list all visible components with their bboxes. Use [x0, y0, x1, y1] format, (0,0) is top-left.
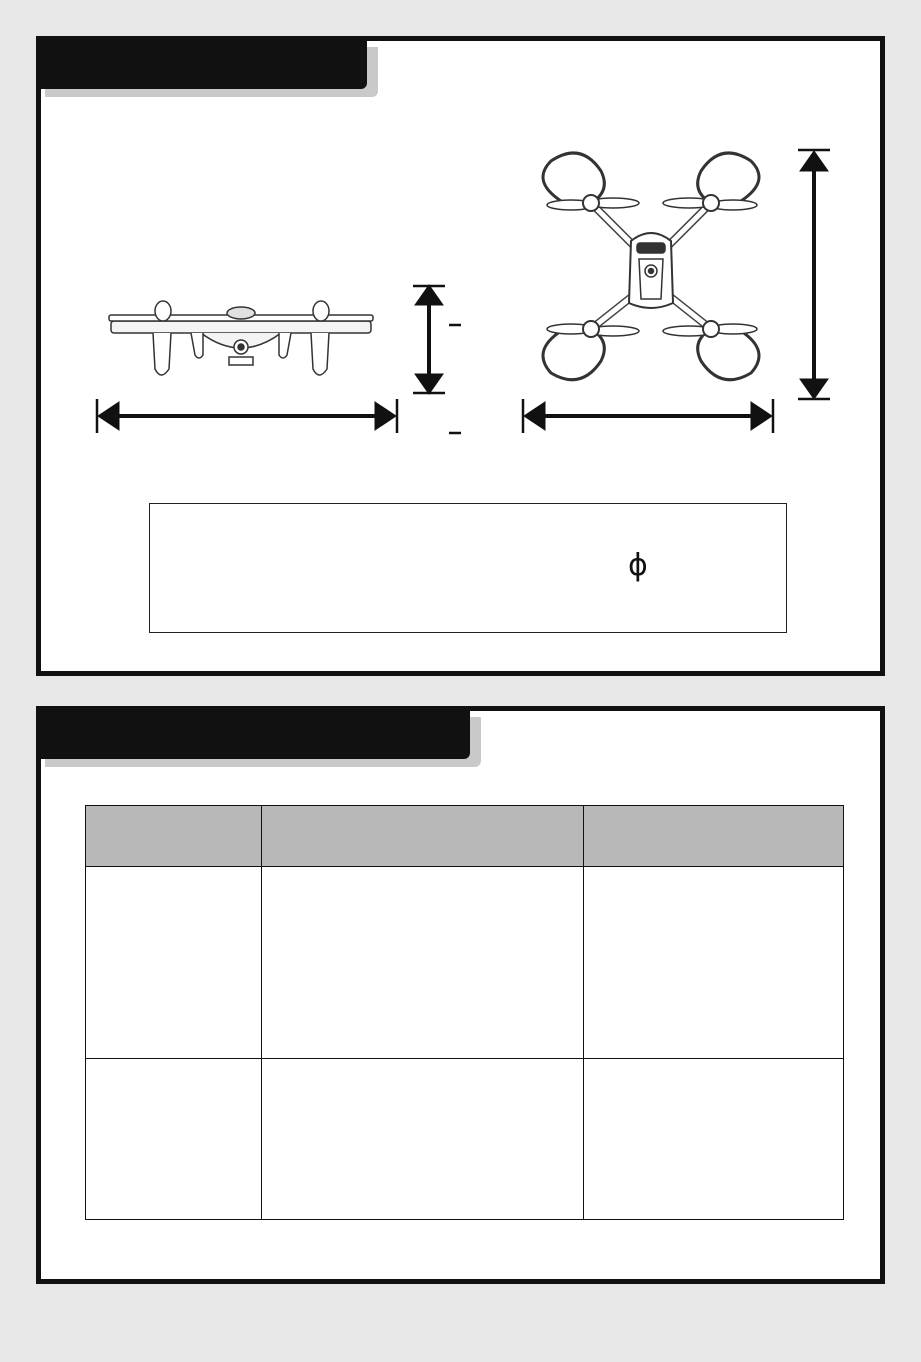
- table-cell: [584, 867, 844, 1059]
- drone-top-view-icon: [521, 141, 781, 391]
- specs-info-box: [149, 503, 787, 633]
- diameter-icon: ϕ: [628, 548, 648, 583]
- troubleshooting-tab: [41, 711, 470, 759]
- table-cell: [86, 867, 262, 1059]
- table-cell: [262, 867, 584, 1059]
- troubleshooting-panel: [36, 706, 885, 1284]
- table-header-cell: [262, 806, 584, 867]
- table-cell: [584, 1059, 844, 1220]
- table-header-row: [86, 806, 844, 867]
- table-header-cell: [86, 806, 262, 867]
- table-cell: [262, 1059, 584, 1220]
- table-row: [86, 867, 844, 1059]
- table-header-cell: [584, 806, 844, 867]
- table-row: [86, 1059, 844, 1220]
- troubleshooting-table: [85, 805, 844, 1220]
- table-cell: [86, 1059, 262, 1220]
- specifications-panel: [36, 36, 885, 676]
